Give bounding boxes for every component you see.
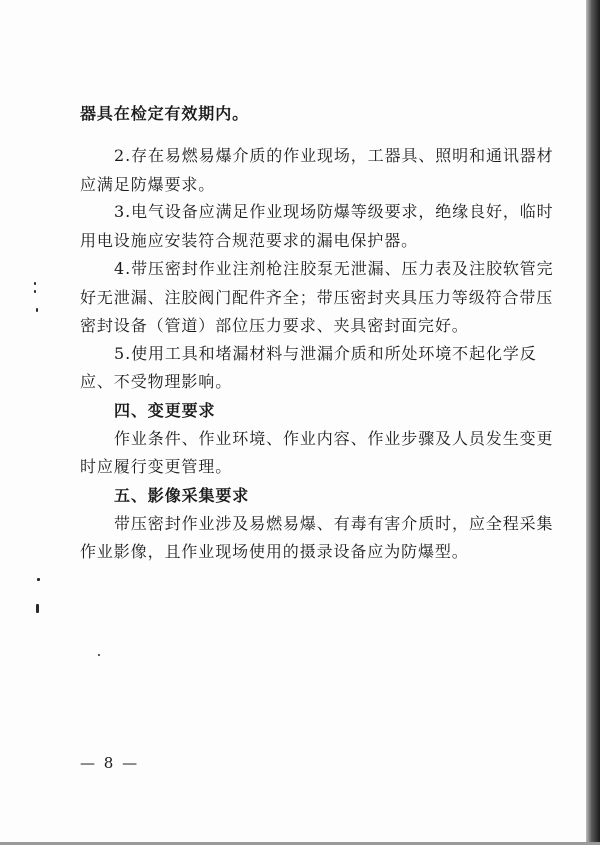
scan-speck	[34, 282, 36, 285]
text-line: 2.存在易燃易爆介质的作业现场，工器具、照明和通讯器材	[114, 146, 554, 165]
scan-speck	[98, 654, 100, 656]
text-line: 时应履行变更管理。	[80, 457, 233, 476]
text-line: 器具在检定有效期内。	[80, 104, 250, 123]
section-heading: 四、变更要求	[114, 401, 216, 420]
scan-speck	[36, 308, 38, 312]
text-line: 3.电气设备应满足作业现场防爆等级要求，绝缘良好，临时	[114, 202, 554, 221]
section-heading: 五、影像采集要求	[114, 486, 250, 505]
scan-speck	[37, 578, 40, 581]
text-line: 4.带压密封作业注剂枪注胶泵无泄漏、压力表及注胶软管完	[114, 259, 554, 278]
text-line: 作业影像，且作业现场使用的摄录设备应为防爆型。	[80, 542, 469, 561]
text-line: 好无泄漏、注胶阀门配件齐全；带压密封夹具压力等级符合带压	[80, 288, 554, 307]
text-line: 5.使用工具和堵漏材料与泄漏介质和所处环境不起化学反	[114, 344, 537, 363]
text-line: 带压密封作业涉及易燃易爆、有毒有害介质时，应全程采集	[114, 514, 554, 533]
text-line: 用电设施应安装符合规范要求的漏电保护器。	[80, 231, 419, 250]
scan-speck	[36, 604, 39, 613]
scan-edge-right	[586, 0, 600, 845]
text-line: 作业条件、作业环境、作业内容、作业步骤及人员发生变更	[114, 429, 554, 448]
text-line: 密封设备（管道）部位压力要求、夹具密封面完好。	[80, 316, 469, 335]
scan-speck	[34, 290, 36, 293]
text-line: 应、不受物理影响。	[80, 372, 233, 391]
page-number: — 8 —	[80, 754, 140, 772]
text-line: 应满足防爆要求。	[80, 175, 216, 194]
